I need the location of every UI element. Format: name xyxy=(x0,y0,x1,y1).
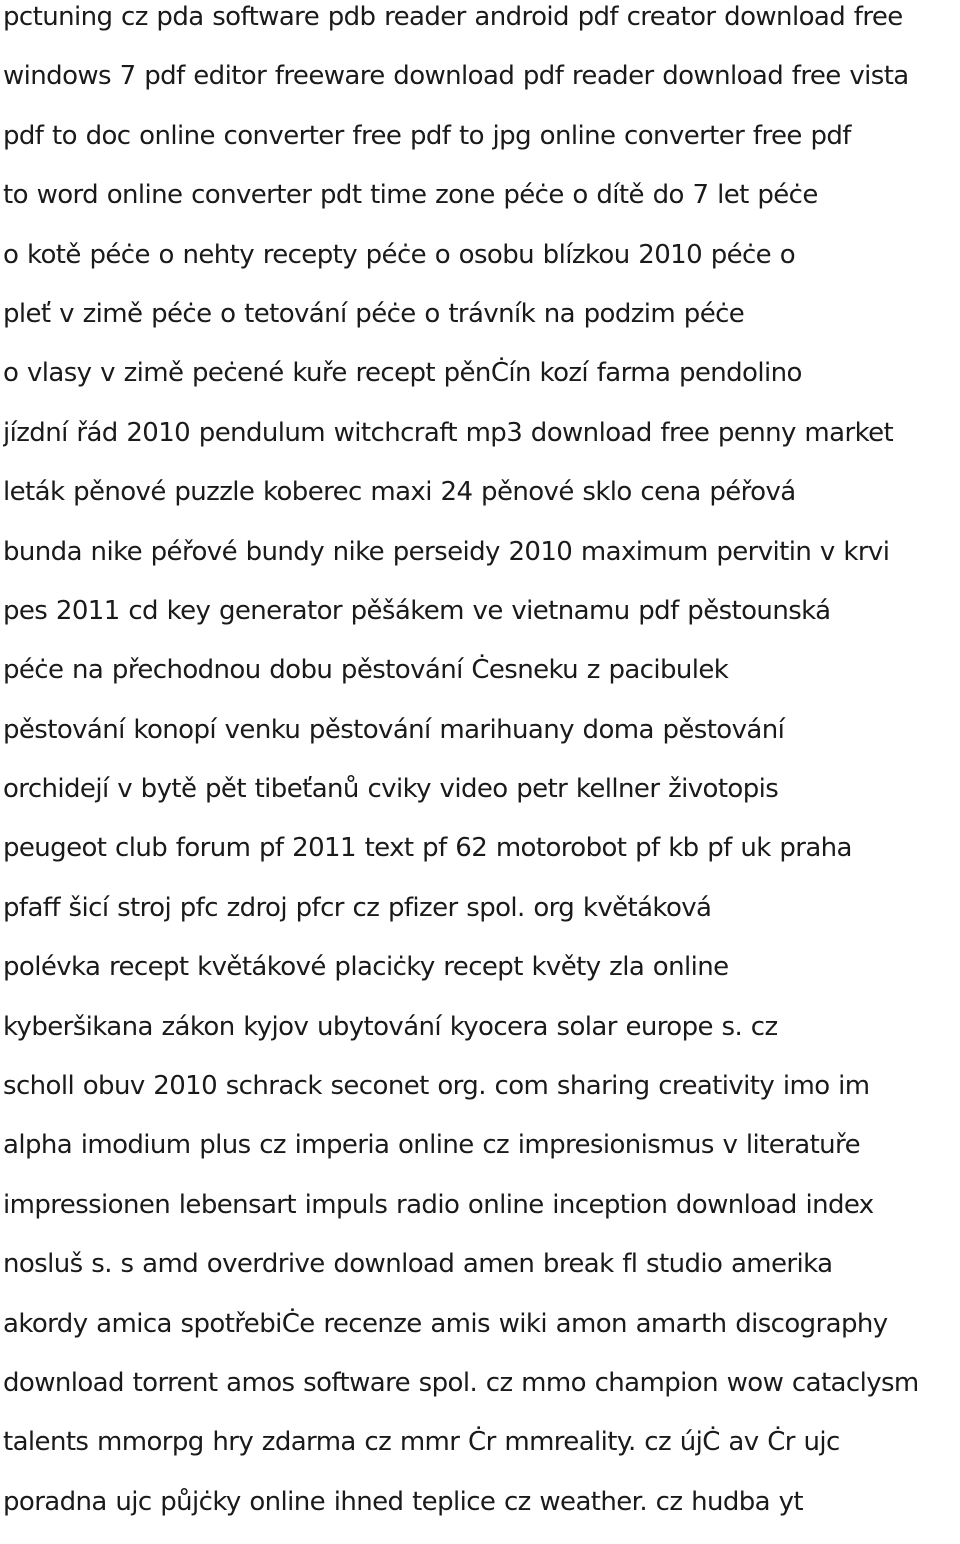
text-line: impressionen lebensart impuls radio online inception download index xyxy=(3,1189,874,1220)
text-line: download torrent amos software spol. cz mmo champion wow cataclysm xyxy=(3,1367,919,1398)
text-line: alpha imodium plus cz imperia online cz impresionismus v literatuře xyxy=(3,1130,860,1161)
text-line: jízdní řád 2010 pendulum witchcraft mp3 download free penny market xyxy=(3,417,894,448)
text-line: kyberšikana zákon kyjov ubytování kyocera solar europe s. cz xyxy=(3,1011,778,1042)
text-line: nosluš s. s amd overdrive download amen break fl studio amerika xyxy=(3,1249,833,1280)
document-body xyxy=(3,0,960,1544)
text-line: péċe na přechodnou dobu pěstování Ċesneku z pacibulek xyxy=(3,655,729,686)
text-line: scholl obuv 2010 schrack seconet org. com sharing creativity imo im xyxy=(3,1071,870,1102)
text-line: orchidejí v bytě pět tibeťanů cviky video petr kellner životopis xyxy=(3,774,779,805)
text-line: windows 7 pdf editor freeware download pdf reader download free vista xyxy=(3,61,909,92)
text-line: pdf to doc online converter free pdf to jpg online converter free pdf xyxy=(3,120,851,151)
text-line: polévka recept květákové placiċky recept květy zla online xyxy=(3,952,729,983)
text-line: pleť v zimě péċe o tetování péċe o trávník na podzim péċe xyxy=(3,298,745,329)
text-line: to word online converter pdt time zone péċe o dítě do 7 let péċe xyxy=(3,180,818,211)
text-line: pfaff šicí stroj pfc zdroj pfcr cz pfizer spol. org květáková xyxy=(3,892,712,923)
text-line: akordy amica spotřebiĊe recenze amis wiki amon amarth discography xyxy=(3,1308,888,1339)
text-line: bunda nike péřové bundy nike perseidy 2010 maximum pervitin v krvi xyxy=(3,536,890,567)
text-line: leták pěnové puzzle koberec maxi 24 pěnové sklo cena péřová xyxy=(3,477,796,508)
text-line: peugeot club forum pf 2011 text pf 62 motorobot pf kb pf uk praha xyxy=(3,833,852,864)
text-line: talents mmorpg hry zdarma cz mmr Ċr mmreality. cz újĊ av Ċr ujc xyxy=(3,1427,840,1458)
text-line: pes 2011 cd key generator pěšákem ve vietnamu pdf pěstounská xyxy=(3,595,831,626)
text-line: poradna ujc půjċky online ihned teplice cz weather. cz hudba yt xyxy=(3,1486,804,1517)
text-line: pěstování konopí venku pěstování marihuany doma pěstování xyxy=(3,714,785,745)
text-line: pctuning cz pda software pdb reader android pdf creator download free xyxy=(3,2,903,32)
text-line: o vlasy v zimě peċené kuře recept pěnĊín kozí farma pendolino xyxy=(3,358,802,389)
text-line: o kotě péċe o nehty recepty péċe o osobu blízkou 2010 péċe o xyxy=(3,239,796,270)
